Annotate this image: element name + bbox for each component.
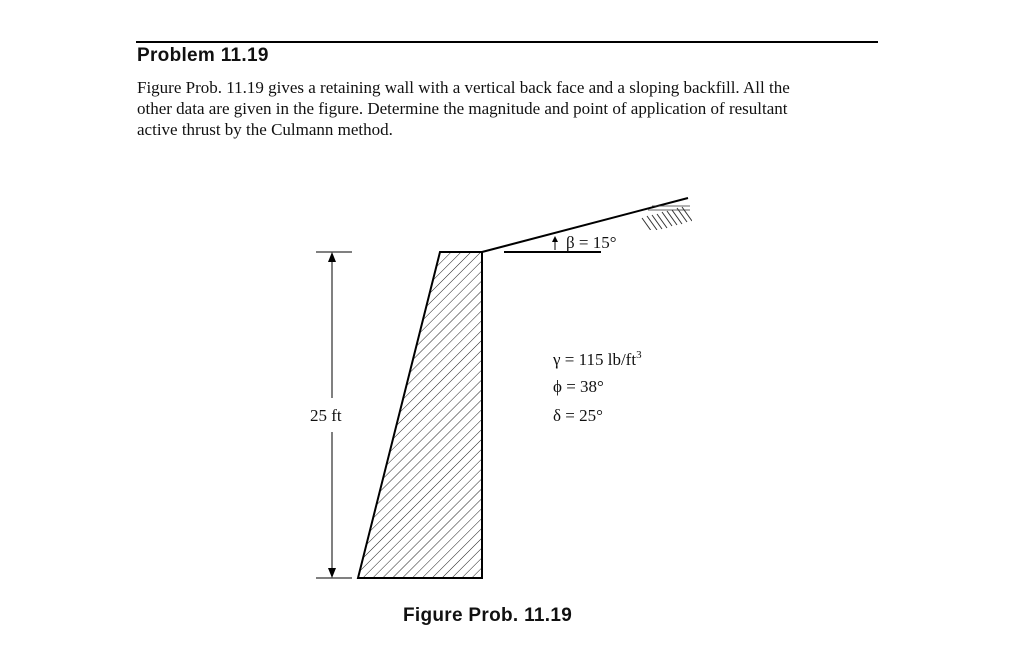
beta-label: β = 15° bbox=[566, 233, 617, 252]
unit-weight-text: γ = 115 lb/ft bbox=[553, 350, 637, 369]
unit-weight-label bbox=[552, 349, 642, 369]
height-label: 25 ft bbox=[310, 406, 342, 425]
retaining-wall bbox=[358, 252, 482, 578]
beta-angle-arrow bbox=[552, 236, 558, 250]
problem-heading: Problem 11.19 bbox=[137, 45, 269, 66]
problem-text-line: Figure Prob. 11.19 gives a retaining wall with a vertical back face and a sloping backfill. All the bbox=[137, 78, 790, 97]
figure-caption: Figure Prob. 11.19 bbox=[403, 605, 573, 626]
unit-weight-exponent: 3 bbox=[636, 349, 642, 361]
wall-friction-label: δ = 25° bbox=[553, 406, 603, 425]
problem-text-line: active thrust by the Culmann method. bbox=[137, 120, 393, 139]
soil-hatch-icon bbox=[642, 206, 692, 232]
friction-angle-label: ϕ = 38° bbox=[553, 377, 604, 396]
problem-text-line: other data are given in the figure. Determine the magnitude and point of application of resultant bbox=[137, 99, 788, 118]
